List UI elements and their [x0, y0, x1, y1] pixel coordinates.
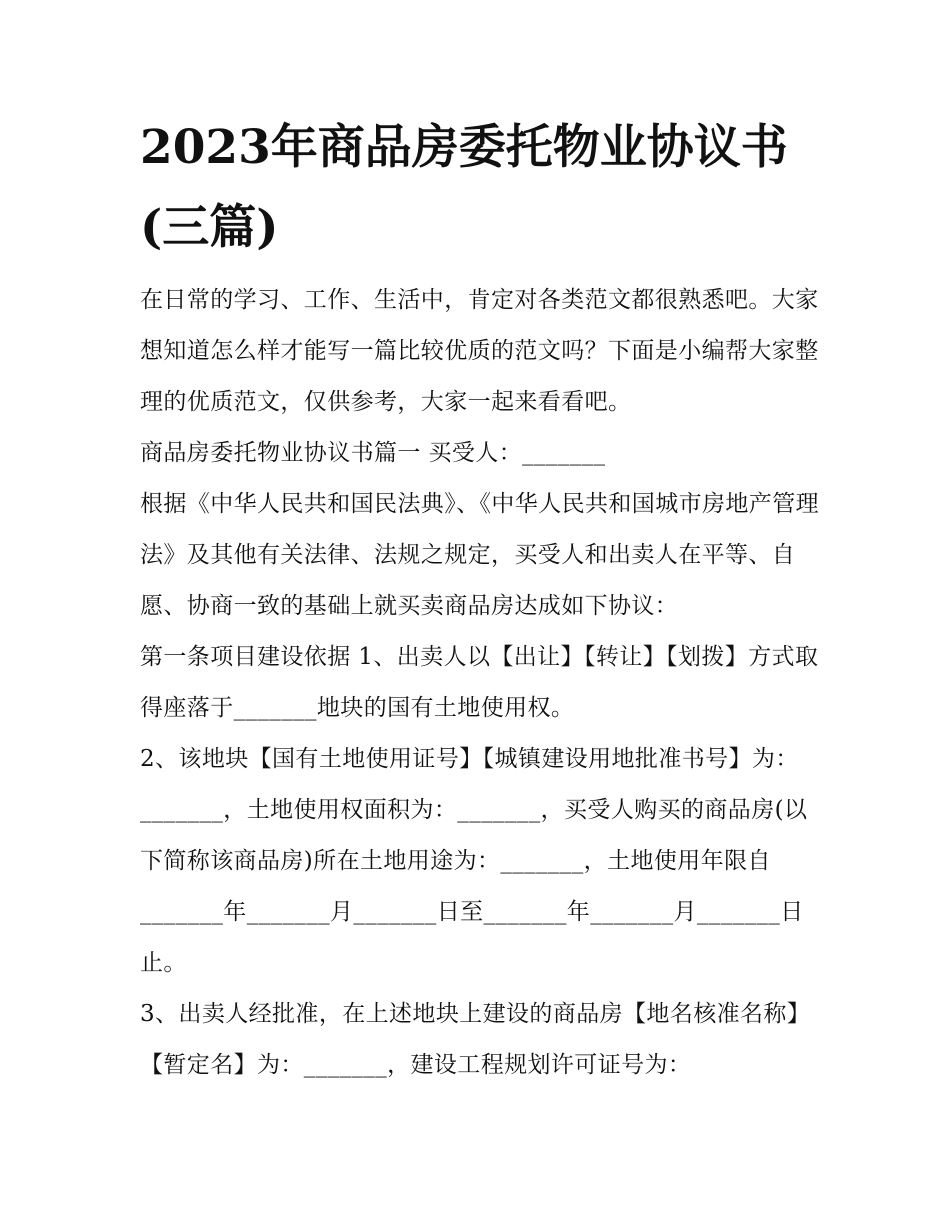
legal-basis-paragraph: 根据《中华人民共和国民法典》、《中华人民共和国城市房地产管理法》及其他有关法律、法规之规定，买受人和出卖人在平等、自愿、协商一致的基础上就买卖商品房达成如下协议： [140, 491, 819, 619]
intro-paragraph: 在日常的学习、工作、生活中，肯定对各类范文都很熟悉吧。大家想知道怎么样才能写一篇比较优质的范文吗？下面是小编帮大家整理的优质范文，仅供参考，大家一起来看看吧。 [140, 287, 819, 415]
section-heading-buyer: 商品房委托物业协议书篇一 买受人：_______ [140, 440, 606, 466]
title-line-1: 2023年商品房委托物业协议书 [140, 120, 788, 175]
document-title [140, 108, 820, 268]
article-one-clause-3: 3、出卖人经批准，在上述地块上建设的商品房【地名核准名称】【暂定名】为：_______，建设工程规划许可证号为： [140, 1001, 811, 1078]
title-line-2: (三篇) [140, 200, 279, 255]
document-body [140, 275, 820, 1091]
article-one-clause-2: 2、该地块【国有土地使用证号】【城镇建设用地批准书号】为：_______，土地使用权面积为：_______，买受人购买的商品房(以下简称该商品房)所在土地用途为：_______，土地使用年限自_______年_______月_______日至_______年_______月_______日止。 [140, 746, 808, 976]
article-one-clause-1: 第一条项目建设依据 1、出卖人以【出让】【转让】【划拨】方式取得座落于_______地块的国有土地使用权。 [140, 644, 819, 721]
